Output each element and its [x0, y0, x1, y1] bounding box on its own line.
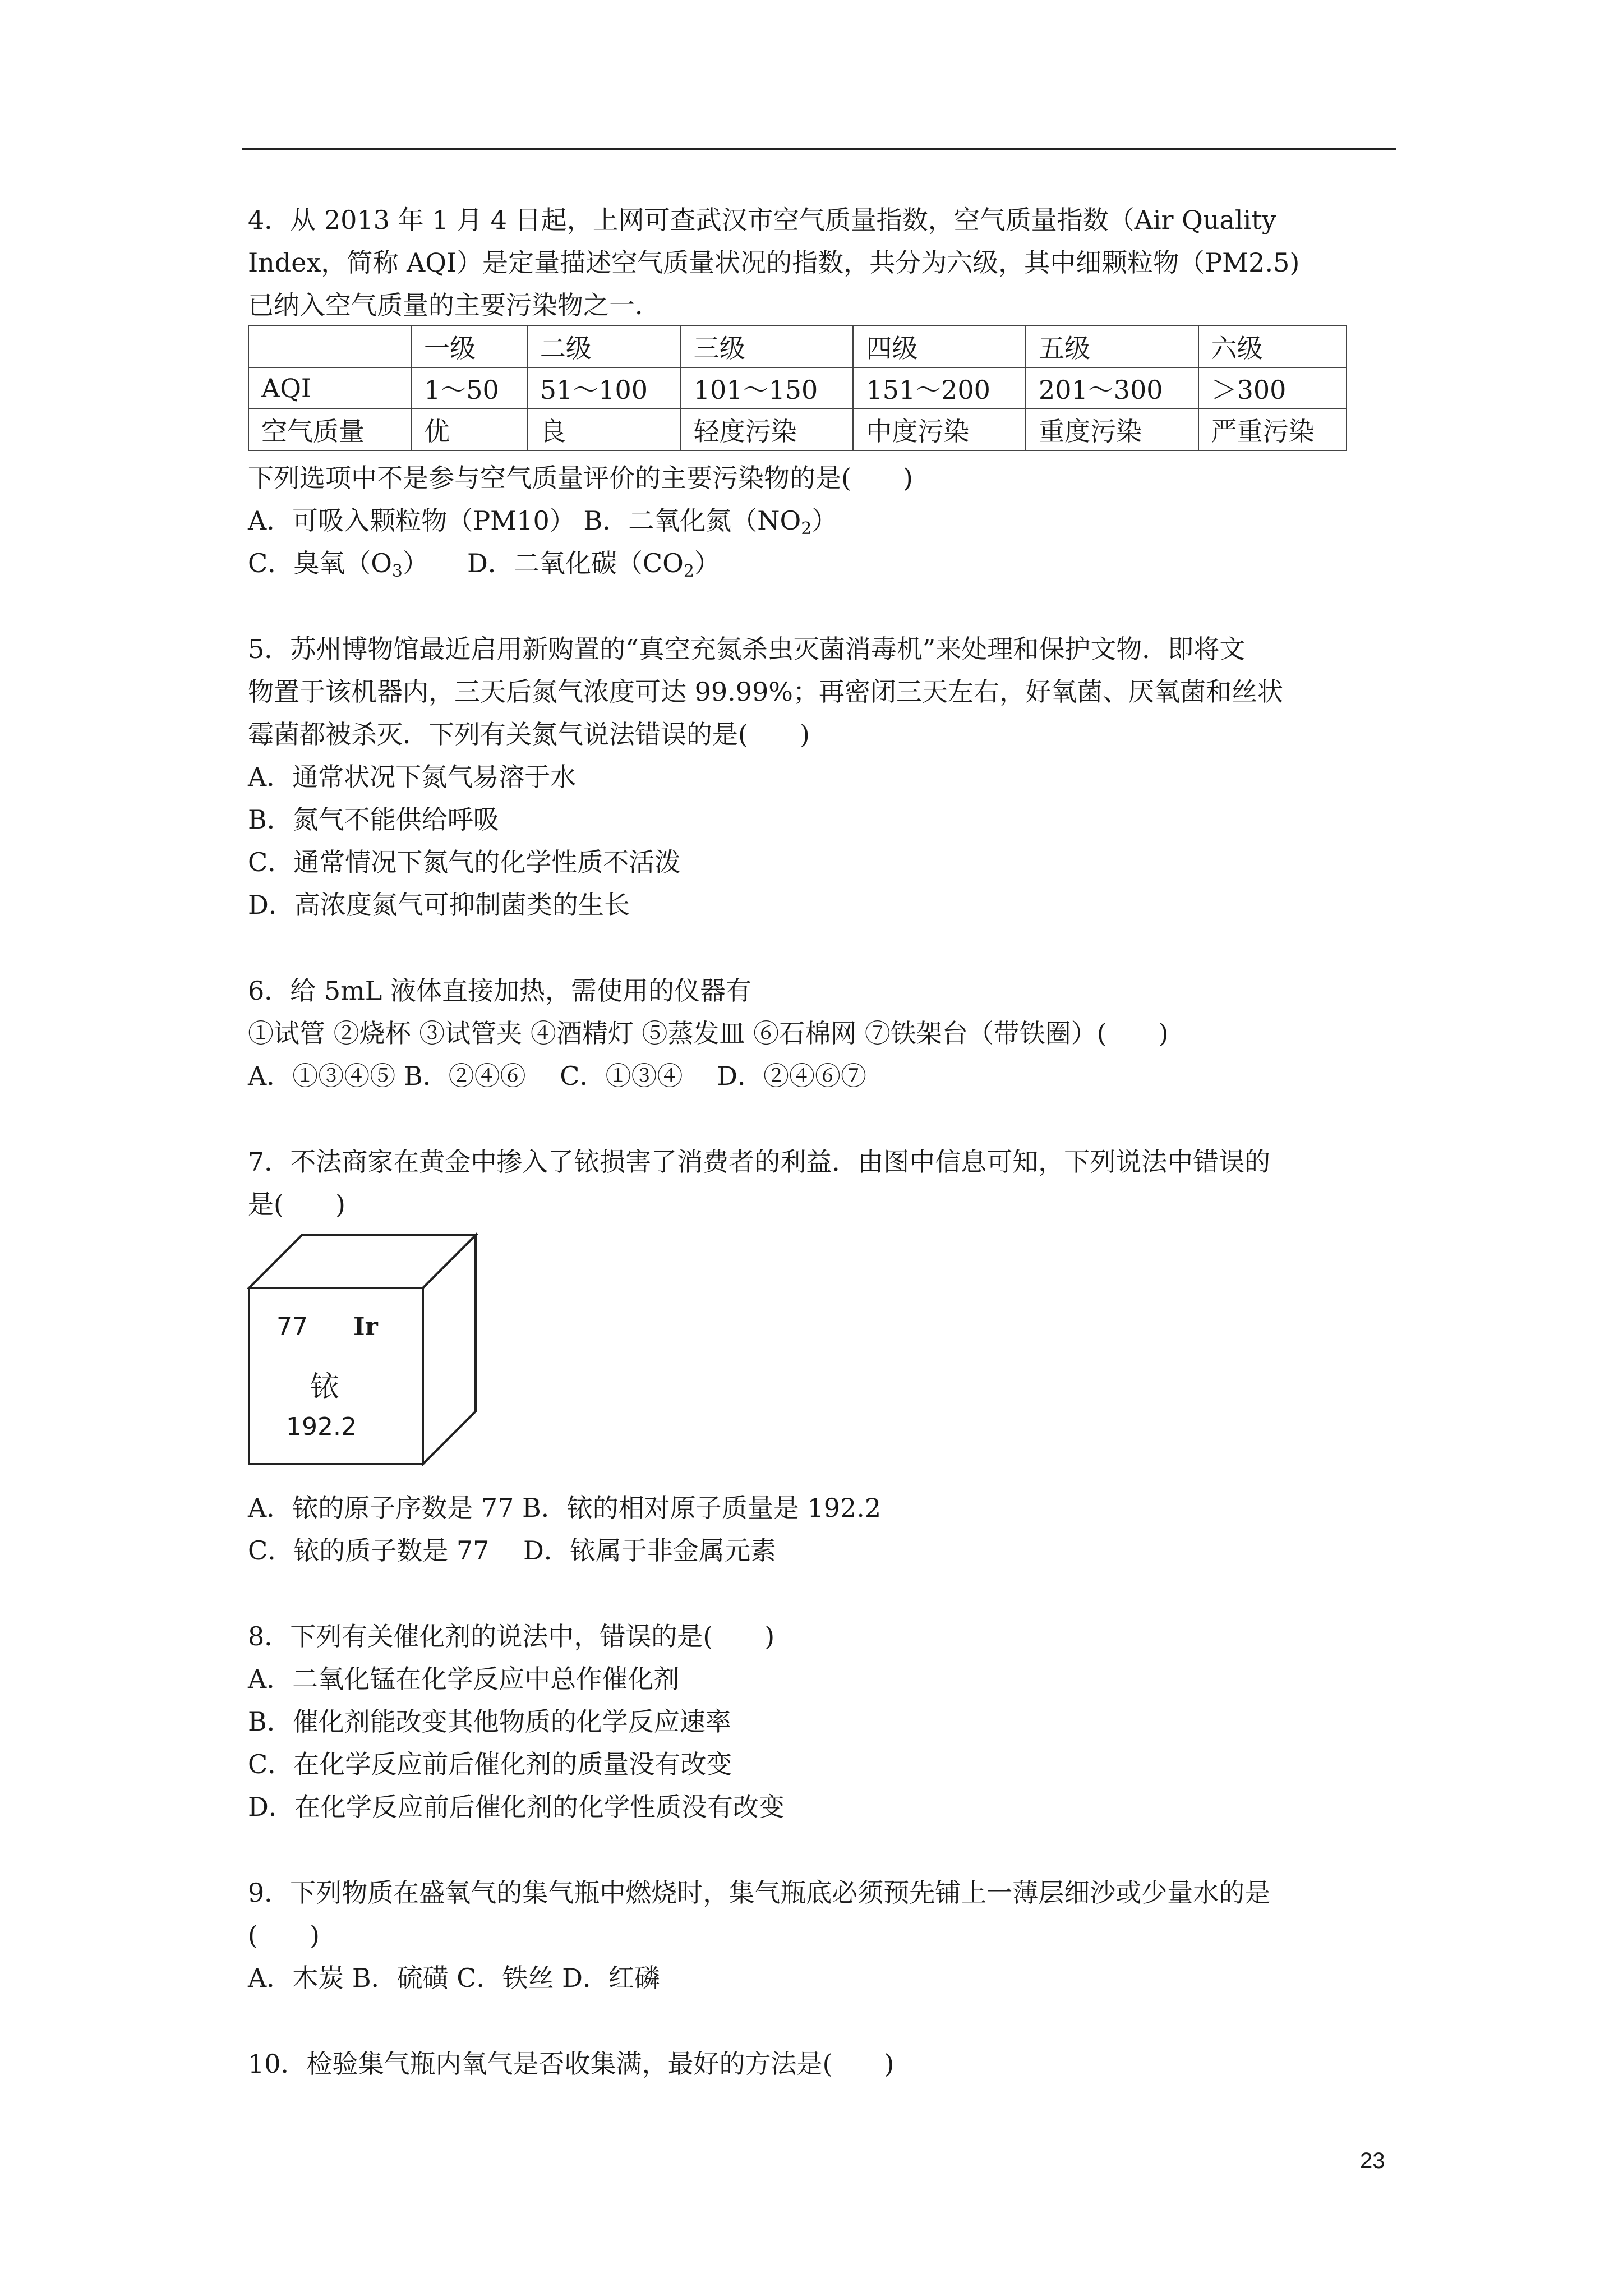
- q7-stem-line1: 7．不法商家在黄金中掺入了铱损害了消费者的利益．由图中信息可知，下列说法中错误的: [248, 1147, 1271, 1177]
- table-cell: 空气质量: [248, 409, 411, 450]
- q9-options: A．木炭 B．硫磺 C．铁丝 D．红磷: [248, 1963, 660, 1993]
- table-cell: AQI: [248, 367, 411, 409]
- subscript: 2: [683, 562, 694, 581]
- q4-question: 下列选项中不是参与空气质量评价的主要污染物的是( ): [248, 463, 913, 493]
- table-cell: 1～50: [411, 367, 527, 409]
- table-cell: 重度污染: [1026, 409, 1198, 450]
- q7-options-cd: C．铱的质子数是 77 D．铱属于非金属元素: [248, 1535, 776, 1566]
- aqi-table: [248, 325, 1347, 451]
- page-number: 23: [1360, 2148, 1385, 2173]
- table-cell: 五级: [1026, 326, 1198, 367]
- element-atomic-number: 77: [276, 1313, 308, 1341]
- table-row: [248, 409, 1347, 450]
- q6-stem-line2: ①试管 ②烧杯 ③试管夹 ④酒精灯 ⑤蒸发皿 ⑥石棉网 ⑦铁架台（带铁圈）( ): [248, 1018, 1169, 1048]
- table-cell: 六级: [1198, 326, 1347, 367]
- q9-stem-line1: 9．下列物质在盛氧气的集气瓶中燃烧时，集气瓶底必须预先铺上一薄层细沙或少量水的是: [248, 1878, 1271, 1908]
- q9-stem-line2: ( ): [248, 1920, 320, 1950]
- table-cell: 一级: [411, 326, 527, 367]
- q4-options-ab: [248, 504, 837, 546]
- subscript: 3: [391, 562, 403, 581]
- element-cube-figure: [246, 1232, 481, 1467]
- element-name: 铱: [310, 1370, 340, 1404]
- subscript: 2: [801, 519, 812, 539]
- q8-option-d: D．在化学反应前后催化剂的化学性质没有改变: [248, 1792, 785, 1822]
- q8-option-c: C．在化学反应前后催化剂的质量没有改变: [248, 1749, 732, 1779]
- q4-option-c-mid: ） D．二氧化碳（CO: [403, 548, 684, 578]
- q5-stem-line3: 霉菌都被杀灭．下列有关氮气说法错误的是( ): [248, 719, 810, 749]
- q4-option-c-text: C．臭氧（O: [248, 548, 392, 578]
- q7-options-ab: A．铱的原子序数是 77 B．铱的相对原子质量是 192.2: [248, 1493, 882, 1523]
- q8-stem: 8．下列有关催化剂的说法中，错误的是( ): [248, 1621, 775, 1651]
- table-row: [248, 326, 1347, 367]
- q4-option-d-end: ）: [694, 548, 720, 578]
- table-cell: 51～100: [527, 367, 681, 409]
- q7-stem-line2: 是( ): [248, 1189, 345, 1220]
- table-cell: 二级: [527, 326, 681, 367]
- table-cell: [248, 326, 411, 367]
- table-cell: 严重污染: [1198, 409, 1347, 450]
- q6-stem-line1: 6．给 5mL 液体直接加热，需使用的仪器有: [248, 976, 751, 1006]
- q5-option-c: C．通常情况下氮气的化学性质不活泼: [248, 847, 681, 877]
- table-cell: 101～150: [681, 367, 854, 409]
- q8-option-b: B．催化剂能改变其他物质的化学反应速率: [248, 1706, 731, 1737]
- table-cell: 中度污染: [853, 409, 1026, 450]
- table-cell: ＞300: [1198, 367, 1347, 409]
- table-cell: 151～200: [853, 367, 1026, 409]
- table-cell: 轻度污染: [681, 409, 854, 450]
- table-cell: 良: [527, 409, 681, 450]
- q6-options: A．①③④⑤ B．②④⑥ C．①③④ D．②④⑥⑦: [248, 1061, 866, 1091]
- q5-option-a: A．通常状况下氮气易溶于水: [248, 762, 577, 792]
- table-row: [248, 367, 1347, 409]
- q8-option-a: A．二氧化锰在化学反应中总作催化剂: [248, 1664, 680, 1694]
- element-symbol: Ir: [353, 1313, 378, 1341]
- q4-options-cd: [248, 546, 720, 588]
- table-cell: 201～300: [1026, 367, 1198, 409]
- element-atomic-mass: 192.2: [286, 1412, 357, 1441]
- q4-stem-line1: 4．从 2013 年 1 月 4 日起，上网可查武汉市空气质量指数，空气质量指数（Air Quality: [248, 205, 1276, 235]
- q5-stem-line1: 5．苏州博物馆最近启用新购置的“真空充氮杀虫灭菌消毒机”来处理和保护文物．即将文: [248, 634, 1246, 664]
- q4-option-a-end: ）: [811, 505, 838, 536]
- header-rule: [242, 148, 1396, 150]
- q10-stem: 10．检验集气瓶内氧气是否收集满，最好的方法是( ): [248, 2049, 895, 2079]
- q4-stem-line3: 已纳入空气质量的主要污染物之一．: [248, 290, 661, 320]
- table-cell: 四级: [853, 326, 1026, 367]
- table-cell: 三级: [681, 326, 854, 367]
- q5-option-d: D．高浓度氮气可抑制菌类的生长: [248, 890, 630, 920]
- q4-option-a-text: A．可吸入颗粒物（PM10） B．二氧化氮（NO: [248, 505, 801, 536]
- q5-option-b: B．氮气不能供给呼吸: [248, 804, 499, 835]
- table-cell: 优: [411, 409, 527, 450]
- q4-stem-line2: Index，简称 AQI）是定量描述空气质量状况的指数，共分为六级，其中细颗粒物（PM2.5): [248, 247, 1300, 278]
- q5-stem-line2: 物置于该机器内，三天后氮气浓度可达 99.99%；再密闭三天左右，好氧菌、厌氧菌和丝状: [248, 677, 1284, 707]
